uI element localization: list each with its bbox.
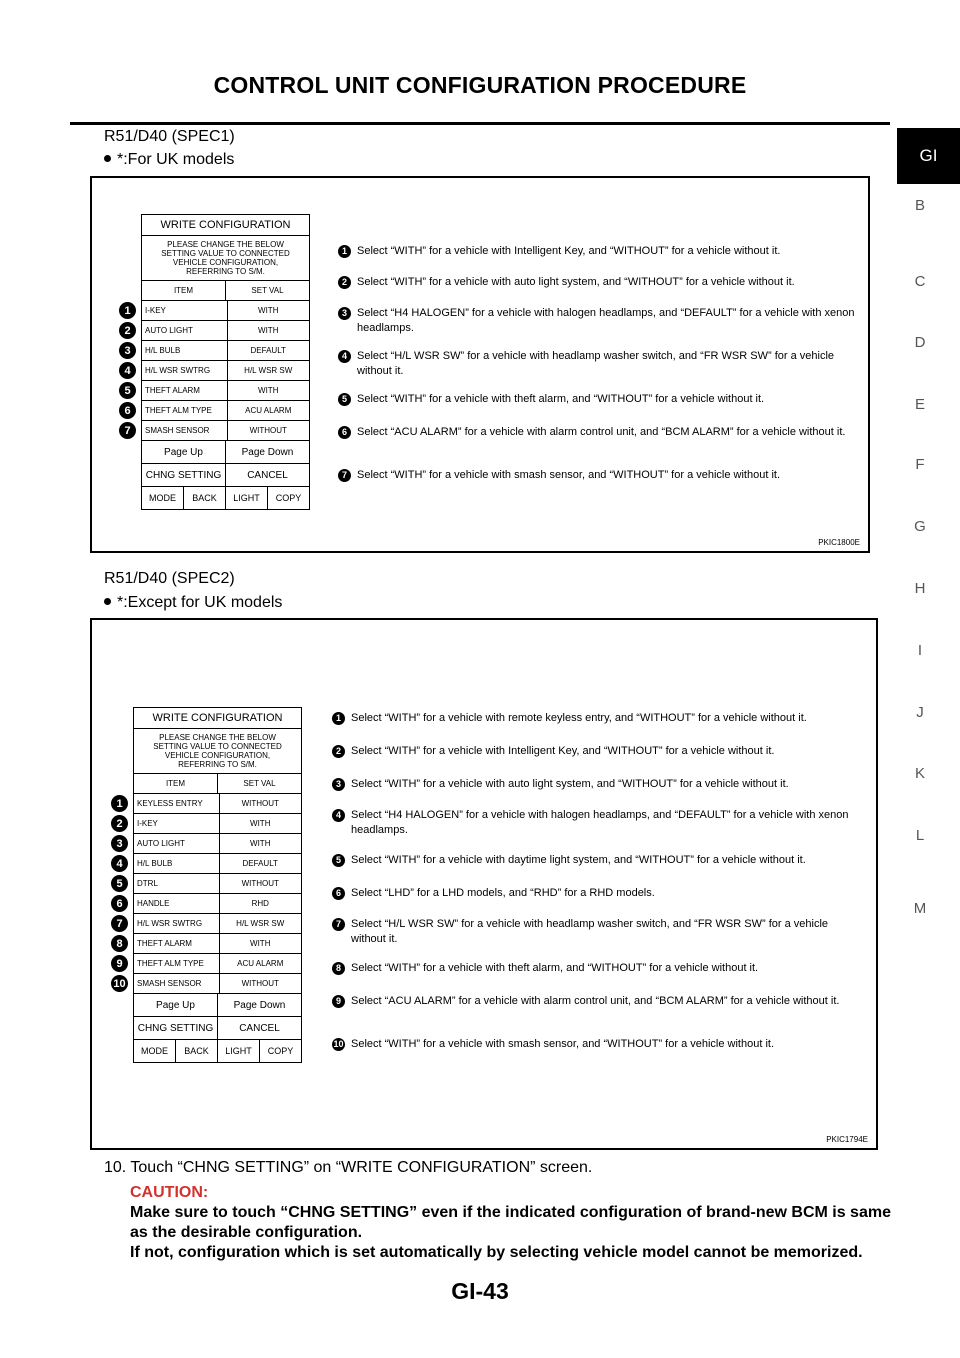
spec2-marker-icon: 8 [111, 935, 128, 952]
spec1-description [338, 392, 858, 407]
spec1-col-item: ITEM [142, 281, 226, 300]
spec1-screen-title: WRITE CONFIGURATION [142, 215, 309, 236]
spec2-figure-code: PKIC1794E [826, 1135, 868, 1144]
spec1-config-item: H/L WSR SWTRG [142, 361, 228, 380]
spec2-config-item: AUTO LIGHT [134, 834, 220, 853]
side-index-l[interactable]: L [915, 827, 925, 844]
spec2-config-value[interactable]: H/L WSR SW [236, 919, 285, 928]
spec1-description [338, 275, 858, 290]
spec2-description-text: Select “WITH” for a vehicle with smash sensor, and “WITHOUT” for a vehicle without it. [351, 1038, 775, 1050]
spec2-screen [133, 707, 302, 1063]
spec2-config-item: THEFT ALARM [134, 934, 220, 953]
spec2-config-row[interactable] [134, 834, 301, 854]
spec1-config-value[interactable]: WITH [258, 306, 279, 315]
spec1-description-number-icon: 7 [338, 469, 351, 482]
spec2-config-value[interactable]: WITHOUT [241, 799, 279, 808]
spec1-description-number-icon: 2 [338, 276, 351, 289]
spec2-description-number-icon: 10 [333, 1039, 344, 1049]
page-down-button[interactable]: Page Down [233, 999, 286, 1011]
spec1-marker-icon: 7 [119, 422, 136, 439]
copy-button[interactable]: COPY [267, 1046, 294, 1056]
spec2-config-value[interactable]: WITH [250, 939, 271, 948]
spec2-note-line: VEHICLE CONFIGURATION, [164, 751, 271, 760]
spec1-description-number-icon: 1 [338, 245, 351, 258]
spec1-config-value[interactable]: WITH [258, 386, 279, 395]
spec1-config-item: AUTO LIGHT [142, 321, 228, 340]
spec1-config-value[interactable]: WITH [258, 326, 279, 335]
spec2-description-text: Select “WITH” for a vehicle with daytime light system, and “WITHOUT” for a vehicle without it. [351, 854, 806, 866]
spec1-description-text: Select “WITH” for a vehicle with smash sensor, and “WITHOUT” for a vehicle without it. [357, 469, 781, 481]
spec2-config-row[interactable] [134, 934, 301, 954]
spec1-config-value[interactable]: DEFAULT [250, 346, 286, 355]
spec2-marker-icon: 6 [111, 895, 128, 912]
spec1-description-text: Select “WITH” for a vehicle with theft alarm, and “WITHOUT” for a vehicle without it. [357, 393, 765, 405]
spec1-description-text: Select “WITH” for a vehicle with auto light system, and “WITHOUT” for a vehicle without it. [357, 276, 795, 288]
step-10: 10. Touch “CHNG SETTING” on “WRITE CONFIGURATION” screen. [104, 1159, 593, 1176]
spec1-screen [141, 214, 310, 510]
spec2-description-number-icon: 3 [332, 778, 345, 791]
spec1-description [338, 306, 858, 336]
spec1-marker-icon: 4 [119, 362, 136, 379]
light-button[interactable]: LIGHT [218, 1040, 260, 1062]
spec2-label: R51/D40 (SPEC2) [104, 570, 235, 587]
caution-line-1: Make sure to touch “CHNG SETTING” even if the indicated configuration of brand-new BCM is same as the desirable configuration. [130, 1204, 891, 1241]
spec2-button-row [134, 994, 301, 1017]
spec2-button-row [134, 1017, 301, 1040]
chng-setting-button[interactable]: CHNG SETTING [142, 464, 226, 486]
spec2-note-line: REFERRING TO S/M. [178, 760, 257, 769]
spec2-config-item: KEYLESS ENTRY [134, 794, 220, 813]
spec2-marker-icon: 3 [111, 835, 128, 852]
chng-setting-button[interactable]: CHNG SETTING [134, 1017, 218, 1039]
side-index-b[interactable]: B [914, 197, 925, 214]
spec2-config-row[interactable] [134, 874, 301, 894]
caution-block [130, 1183, 892, 1263]
spec1-description [338, 425, 858, 440]
spec2-figure [90, 618, 878, 1150]
spec1-config-item: SMASH SENSOR [142, 421, 228, 440]
spec2-description-text: Select “WITH” for a vehicle with auto light system, and “WITHOUT” for a vehicle without it. [351, 778, 789, 790]
spec1-description [338, 349, 858, 379]
spec1-figure-code: PKIC1800E [818, 538, 860, 547]
spec2-config-item: DTRL [134, 874, 220, 893]
spec2-description [332, 961, 862, 976]
spec1-note-line: PLEASE CHANGE THE BELOW [167, 240, 284, 249]
spec1-note-line: REFERRING TO S/M. [186, 267, 265, 276]
spec2-config-item: I-KEY [134, 814, 220, 833]
spec1-config-row[interactable] [142, 361, 309, 381]
spec1-figure [90, 176, 870, 553]
spec1-config-value[interactable]: H/L WSR SW [244, 366, 293, 375]
spec1-marker-icon: 5 [119, 382, 136, 399]
cancel-button[interactable]: CANCEL [239, 1022, 280, 1034]
caution-title: CAUTION: [130, 1184, 209, 1201]
spec1-config-item: THEFT ALARM [142, 381, 228, 400]
side-index-g[interactable]: G [914, 518, 926, 535]
spec2-screen-title: WRITE CONFIGURATION [134, 708, 301, 729]
spec2-config-item: H/L WSR SWTRG [134, 914, 220, 933]
spec1-note-line: SETTING VALUE TO CONNECTED [161, 249, 290, 258]
spec1-description-number-icon: 3 [338, 307, 351, 320]
spec2-config-value[interactable]: DEFAULT [242, 859, 278, 868]
spec2-config-value[interactable]: WITHOUT [241, 979, 279, 988]
spec1-note-line: VEHICLE CONFIGURATION, [172, 258, 279, 267]
spec1-description-text: Select “H/L WSR SW” for a vehicle with headlamp washer switch, and “FR WSR SW” for a vehicle without it. [357, 350, 835, 377]
mode-button[interactable]: MODE [134, 1040, 176, 1062]
spec2-config-row[interactable] [134, 854, 301, 874]
spec2-description-number-icon: 1 [332, 712, 345, 725]
spec2-description [332, 808, 862, 838]
spec2-config-row[interactable] [134, 974, 301, 994]
side-index-d[interactable]: D [914, 334, 926, 351]
spec2-description-number-icon: 9 [332, 995, 345, 1008]
side-index-c[interactable]: C [914, 273, 926, 290]
spec1-config-value[interactable]: WITHOUT [249, 426, 287, 435]
spec1-description [338, 244, 858, 259]
side-index-h[interactable]: H [914, 580, 926, 597]
section-tab-gi[interactable]: GI [897, 128, 960, 184]
spec2-config-item: SMASH SENSOR [134, 974, 220, 993]
spec2-config-value[interactable]: RHD [251, 899, 269, 908]
spec2-description-text: Select “LHD” for a LHD models, and “RHD” for a RHD models. [351, 887, 655, 899]
page-up-button[interactable]: Page Up [142, 441, 226, 463]
spec2-bullet-text: *:Except for UK models [117, 594, 283, 611]
spec2-button-row [134, 1040, 301, 1062]
spec2-marker-icon: 4 [111, 855, 128, 872]
light-button[interactable]: LIGHT [226, 487, 268, 509]
spec1-config-row[interactable] [142, 381, 309, 401]
page-down-button[interactable]: Page Down [241, 446, 294, 458]
spec1-col-val: SET VAL [251, 286, 284, 295]
spec1-config-item: H/L BULB [142, 341, 228, 360]
spec1-config-item: THEFT ALM TYPE [142, 401, 228, 420]
spec2-config-value[interactable]: WITH [250, 839, 271, 848]
spec1-config-row[interactable] [142, 421, 309, 441]
spec2-config-row[interactable] [134, 894, 301, 914]
spec1-config-value[interactable]: ACU ALARM [245, 406, 292, 415]
spec1-bullet-text: *:For UK models [117, 151, 235, 168]
spec2-config-value[interactable]: ACU ALARM [237, 959, 284, 968]
spec2-description [332, 777, 862, 792]
bullet-icon [104, 598, 111, 605]
spec1-description-number-icon: 5 [338, 393, 351, 406]
spec2-screen-note [134, 729, 301, 774]
page-up-button[interactable]: Page Up [134, 994, 218, 1016]
side-index-j[interactable]: J [916, 704, 924, 721]
copy-button[interactable]: COPY [275, 493, 302, 503]
spec1-button-row [142, 464, 309, 487]
spec1-description-text: Select “WITH” for a vehicle with Intelligent Key, and “WITHOUT” for a vehicle without it. [357, 245, 781, 257]
spec2-description [332, 917, 862, 947]
spec2-marker-icon: 2 [111, 815, 128, 832]
spec2-description-number-icon: 8 [332, 962, 345, 975]
spec2-marker-icon: 1 [111, 795, 128, 812]
spec2-config-item: HANDLE [134, 894, 220, 913]
spec1-description-text: Select “H4 HALOGEN” for a vehicle with halogen headlamps, and “DEFAULT” for a vehicle with xenon headlamps. [357, 307, 855, 334]
spec1-description-number-icon: 6 [338, 426, 351, 439]
side-index-e[interactable]: E [914, 396, 925, 413]
spec2-description-text: Select “WITH” for a vehicle with remote keyless entry, and “WITHOUT” for a vehicle without it. [351, 712, 807, 724]
spec2-description [332, 711, 862, 726]
spec2-description [332, 1037, 862, 1052]
spec1-column-header [142, 281, 309, 301]
spec1-button-row [142, 487, 309, 509]
side-index-m[interactable]: M [913, 900, 927, 917]
spec2-col-item: ITEM [134, 774, 218, 793]
spec2-note-line: PLEASE CHANGE THE BELOW [159, 733, 276, 742]
spec1-config-row[interactable] [142, 341, 309, 361]
spec2-description-text: Select “WITH” for a vehicle with Intelligent Key, and “WITHOUT” for a vehicle without it. [351, 745, 775, 757]
spec2-description-number-icon: 7 [332, 918, 345, 931]
spec2-description-text: Select “H/L WSR SW” for a vehicle with headlamp washer switch, and “FR WSR SW” for a vehicle without it. [351, 918, 829, 945]
spec2-description-number-icon: 4 [332, 809, 345, 822]
side-index-k[interactable]: K [914, 765, 925, 782]
bullet-icon [104, 155, 111, 162]
spec2-config-item: H/L BULB [134, 854, 220, 873]
spec1-config-row[interactable] [142, 321, 309, 341]
cancel-button[interactable]: CANCEL [247, 469, 288, 481]
spec2-marker-icon: 7 [111, 915, 128, 932]
spec2-config-value[interactable]: WITH [250, 819, 271, 828]
page-title: CONTROL UNIT CONFIGURATION PROCEDURE [213, 72, 747, 98]
spec2-col-val: SET VAL [243, 779, 276, 788]
side-index-f[interactable]: F [915, 456, 925, 473]
spec1-marker-icon: 6 [119, 402, 136, 419]
spec2-description-number-icon: 5 [332, 854, 345, 867]
caution-line-2: If not, configuration which is set automatically by selecting vehicle model cannot be memorized. [130, 1244, 863, 1261]
spec1-config-row[interactable] [142, 301, 309, 321]
spec2-column-header [134, 774, 301, 794]
spec1-description [338, 468, 858, 483]
spec2-description-text: Select “WITH” for a vehicle with theft alarm, and “WITHOUT” for a vehicle without it. [351, 962, 759, 974]
spec2-config-row[interactable] [134, 914, 301, 934]
back-button[interactable]: BACK [176, 1040, 218, 1062]
spec1-config-row[interactable] [142, 401, 309, 421]
spec2-bullet [104, 594, 282, 612]
spec2-description-text: Select “ACU ALARM” for a vehicle with alarm control unit, and “BCM ALARM” for a vehicle without it. [351, 995, 840, 1007]
back-button[interactable]: BACK [184, 487, 226, 509]
spec2-description-number-icon: 6 [332, 887, 345, 900]
spec2-config-item: THEFT ALM TYPE [134, 954, 220, 973]
spec2-config-row[interactable] [134, 954, 301, 974]
spec2-marker-icon: 10 [111, 975, 128, 992]
side-index-i[interactable]: I [917, 642, 923, 659]
spec1-description-number-icon: 4 [338, 350, 351, 363]
spec2-config-value[interactable]: WITHOUT [241, 879, 279, 888]
spec2-marker-icon: 9 [111, 955, 128, 972]
spec2-description-number-icon: 2 [332, 745, 345, 758]
spec1-marker-icon: 1 [119, 302, 136, 319]
spec2-description [332, 744, 862, 759]
spec1-screen-note [142, 236, 309, 281]
spec2-description [332, 886, 862, 901]
spec1-config-item: I-KEY [142, 301, 228, 320]
title-rule [70, 122, 890, 125]
page-number: GI-43 [451, 1278, 509, 1304]
spec1-description-text: Select “ACU ALARM” for a vehicle with alarm control unit, and “BCM ALARM” for a vehicle without it. [357, 426, 846, 438]
spec2-description [332, 853, 862, 868]
spec2-marker-icon: 5 [111, 875, 128, 892]
mode-button[interactable]: MODE [142, 487, 184, 509]
spec1-marker-icon: 2 [119, 322, 136, 339]
spec2-config-row[interactable] [134, 794, 301, 814]
spec1-marker-icon: 3 [119, 342, 136, 359]
spec1-label: R51/D40 (SPEC1) [104, 128, 235, 145]
spec1-button-row [142, 441, 309, 464]
spec1-bullet [104, 151, 234, 169]
spec2-note-line: SETTING VALUE TO CONNECTED [153, 742, 282, 751]
spec2-description-text: Select “H4 HALOGEN” for a vehicle with halogen headlamps, and “DEFAULT” for a vehicle with xenon headlamps. [351, 809, 849, 836]
spec2-config-row[interactable] [134, 814, 301, 834]
spec2-description [332, 994, 862, 1009]
